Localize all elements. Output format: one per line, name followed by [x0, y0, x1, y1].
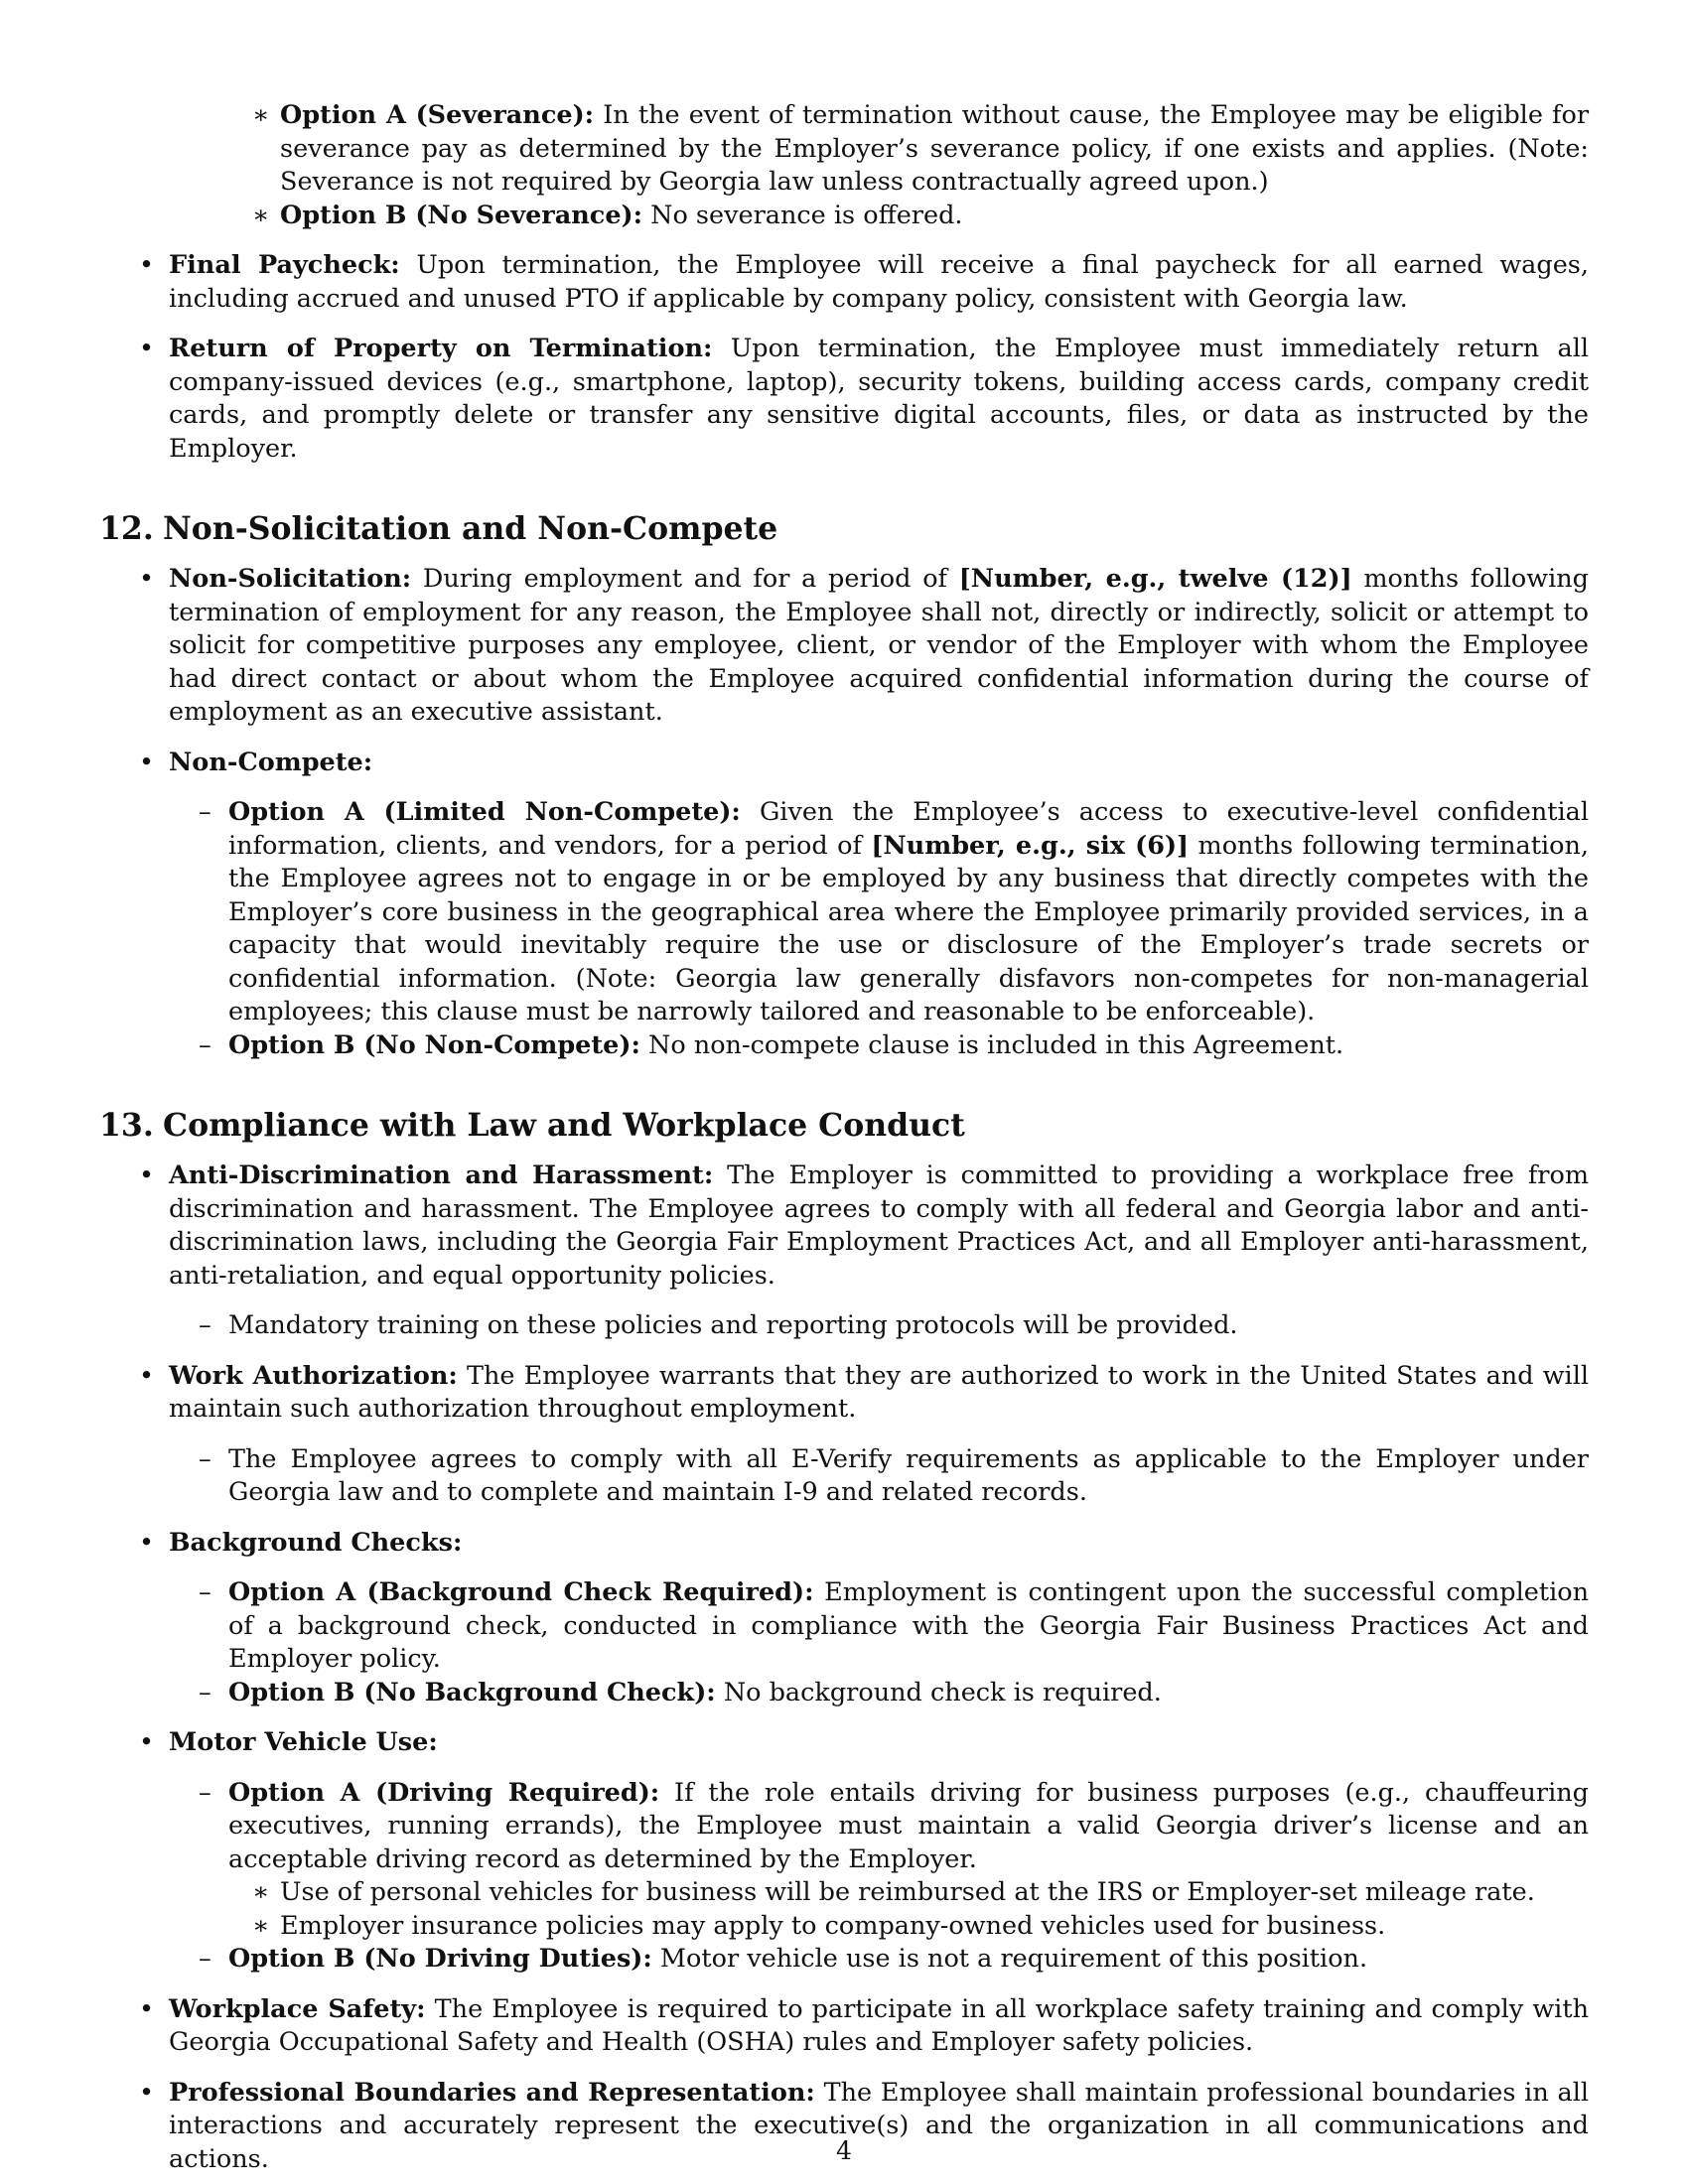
- bullet-marker: •: [139, 1993, 155, 2024]
- professional-boundaries-item: • Professional Boundaries and Representation: The Employee shall maintain professional boundaries in all interactions and accurately represent the executive(s) and the organization in all communications and actions.: [139, 2077, 1590, 2174]
- section-13-heading: 13. Compliance with Law and Workplace Conduct: [99, 1107, 965, 1144]
- list-item: – Option B (No Driving Duties): Motor vehicle use is not a requirement of this position.: [228, 1943, 1589, 1977]
- dash-marker: –: [199, 1029, 211, 1060]
- non-solicitation-item: • Non-Solicitation: During employment and for a period of [Number, e.g., twelve (12)] months following termination of employment for any reason, the Employee shall not, directly or indirectly, solicit or attempt to solicit for competitive purposes any employee, client, or vendor of the Employer with whom the Employee had direct contact or about whom the Employee acquired confidential information during the course of employment as an executive assistant.: [139, 564, 1589, 727]
- dash-marker: –: [199, 1443, 211, 1474]
- star-marker: ∗: [252, 1910, 270, 1941]
- list-item: – Option B (No Background Check): No background check is required.: [228, 1677, 1589, 1710]
- list-item: ∗ Option B (No Severance): No severance is offered.: [280, 200, 1589, 233]
- star-marker: ∗: [252, 100, 270, 130]
- list-item: ∗ Option A (Severance): In the event of termination without cause, the Employee may be eligible for severance pay as determined by the Employer’s severance policy, if one exists and applies. (Note: Severance is not required by Georgia law unless contractually agreed upon.): [252, 100, 1590, 197]
- bullet-marker: •: [139, 1527, 155, 1558]
- final-paycheck-item: • Final Paycheck: Upon termination, the Employee will receive a final paycheck for all earned wages, including accrued and unused PTO if applicable by company policy, consistent with Georgia law.: [139, 250, 1589, 314]
- list-item: – Option A (Background Check Required): Employment is contingent upon the successful completion of a background check, conducted in compliance with the Georgia Fair Business Practices Act and Employer policy.: [199, 1577, 1589, 1674]
- list-item: ∗ Employer insurance policies may apply to company-owned vehicles used for business.: [280, 1910, 1589, 1944]
- list-item: – Option A (Driving Required): If the role entails driving for business purposes (e.g., chauffeuring executives, running errands), the Employee must maintain a valid Georgia driver’s license and an acceptable driving record as determined by the Employer.: [199, 1777, 1589, 1874]
- motor-vehicle-item: • Motor Vehicle Use:: [169, 1726, 1589, 1760]
- anti-discrimination-item: • Anti-Discrimination and Harassment: The Employer is committed to providing a workplace free from discrimination and harassment. The Employee agrees to comply with all federal and Georgia labor and anti-discrimination laws, including the Georgia Fair Employment Practices Act, and all Employer anti-harassment, anti-retaliation, and equal opportunity policies.: [139, 1160, 1590, 1291]
- dash-marker: –: [199, 1310, 211, 1340]
- list-item: – The Employee agrees to comply with all E-Verify requirements as applicable to the Employer under Georgia law and to complete and maintain I-9 and related records.: [199, 1443, 1589, 1507]
- bullet-marker: •: [139, 250, 155, 280]
- background-checks-item: • Background Checks:: [169, 1527, 1589, 1561]
- page-content: [99, 99, 1589, 2176]
- non-compete-item: • Non-Compete:: [169, 747, 1589, 780]
- bullet-marker: •: [139, 564, 155, 594]
- list-item: – Mandatory training on these policies and reporting protocols will be provided.: [228, 1309, 1589, 1343]
- star-marker: ∗: [252, 1877, 270, 1907]
- list-item: ∗ Use of personal vehicles for business will be reimbursed at the IRS or Employer-set mileage rate.: [280, 1876, 1589, 1910]
- bullet-marker: •: [139, 2077, 155, 2108]
- dash-marker: –: [199, 1677, 211, 1707]
- page-number: 4: [836, 2136, 852, 2165]
- dash-marker: –: [199, 797, 211, 827]
- return-property-item: • Return of Property on Termination: Upon termination, the Employee must immediately return all company-issued devices (e.g., smartphone, laptop), security tokens, building access cards, company credit cards, and promptly delete or transfer any sensitive digital accounts, files, or data as instructed by the Employer.: [139, 334, 1590, 464]
- dash-marker: –: [199, 1944, 211, 1974]
- list-item: – Option B (No Non-Compete): No non-compete clause is included in this Agreement.: [228, 1029, 1589, 1063]
- bullet-marker: •: [139, 334, 155, 363]
- workplace-safety-item: • Workplace Safety: The Employee is required to participate in all workplace safety training and comply with Georgia Occupational Safety and Health (OSHA) rules and Employer safety policies.: [139, 1993, 1590, 2057]
- bullet-marker: •: [139, 1727, 155, 1757]
- dash-marker: –: [199, 1777, 211, 1808]
- bullet-marker: •: [139, 1360, 155, 1391]
- bullet-marker: •: [139, 747, 155, 777]
- list-item: – Option A (Limited Non-Compete): Given the Employee’s access to executive-level confidential information, clients, and vendors, for a period of [Number, e.g., six (6)] months following termination, the Employee agrees not to engage in or be employed by any business that directly competes with the Employer’s core business in the geographical area where the Employee primarily provided services, in a capacity that would inevitably require the use or disclosure of the Employer’s trade secrets or confidential information. (Note: Georgia law generally disfavors non-competes for non-managerial employees; this clause must be narrowly tailored and reasonable to be enforceable).: [199, 797, 1589, 1026]
- bullet-marker: •: [139, 1160, 155, 1190]
- work-authorization-item: • Work Authorization: The Employee warrants that they are authorized to work in the United States and will maintain such authorization throughout employment.: [139, 1360, 1589, 1424]
- star-marker: ∗: [252, 200, 270, 230]
- dash-marker: –: [199, 1577, 211, 1607]
- section-12-heading: 12. Non-Solicitation and Non-Compete: [99, 510, 778, 547]
